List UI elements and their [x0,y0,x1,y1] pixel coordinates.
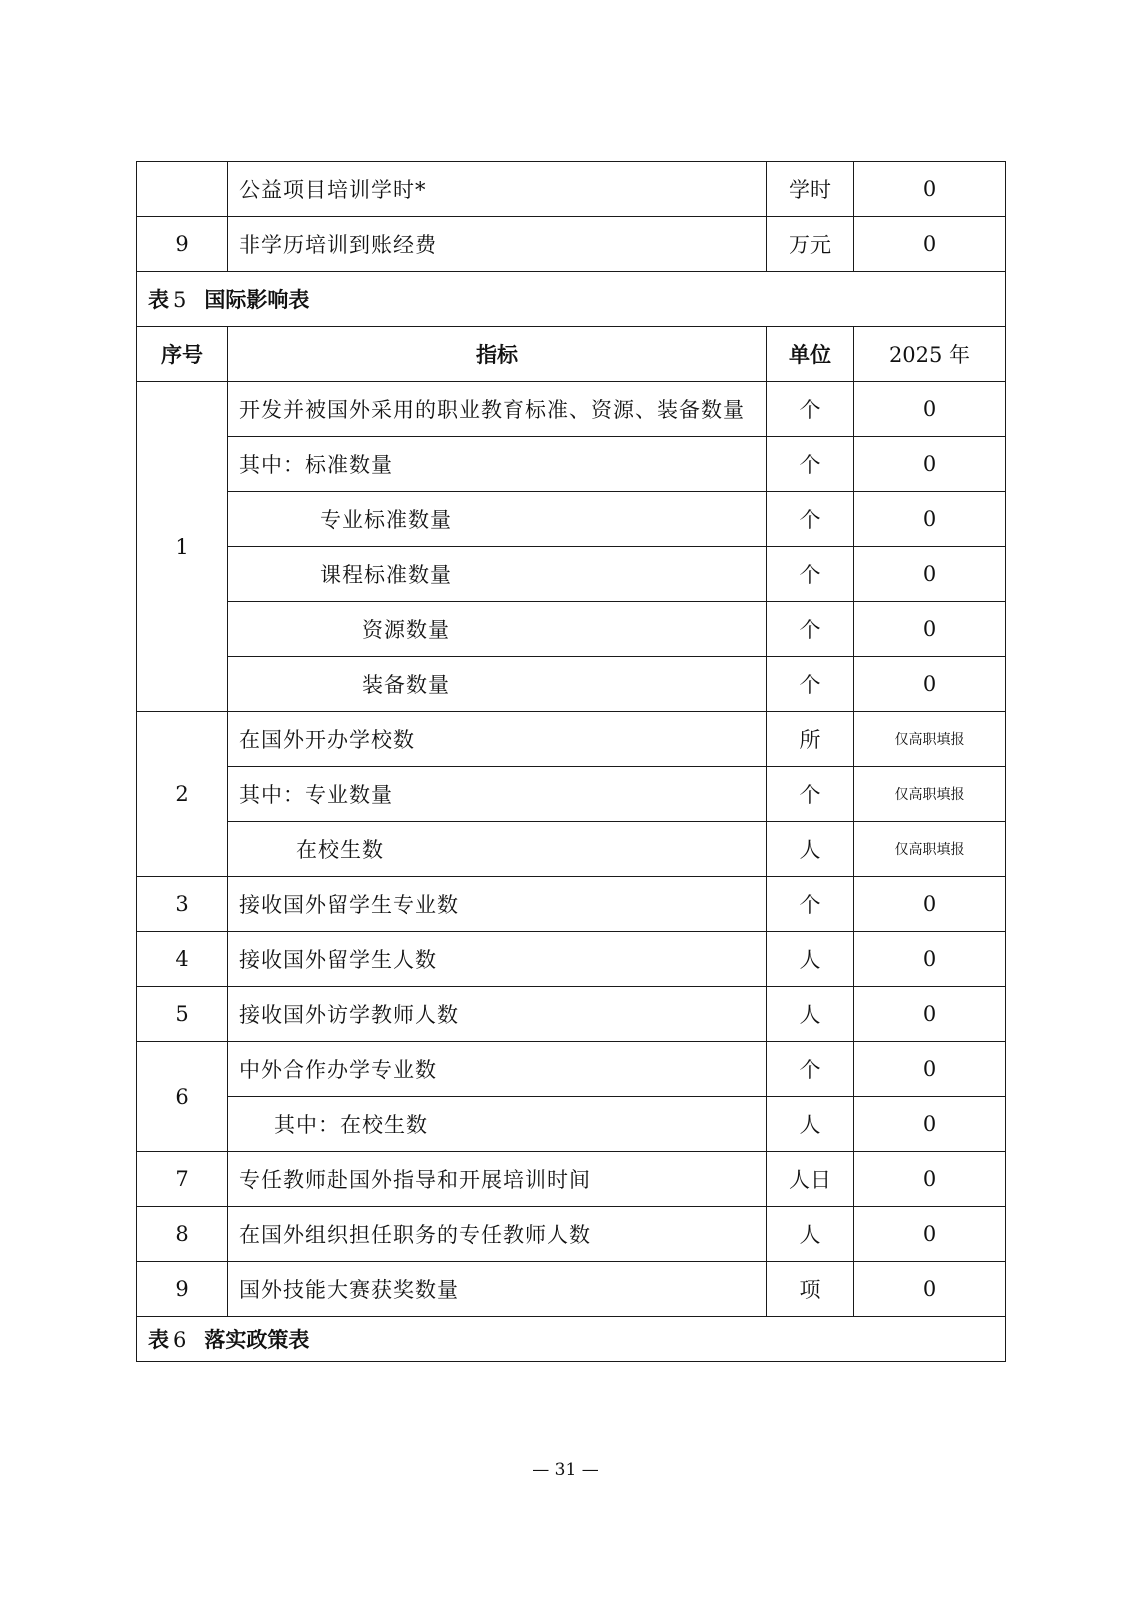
section-title-row [137,272,1006,327]
row-indicator: 课程标准数量 [228,547,767,602]
row-number: 8 [137,1207,228,1262]
row-indicator: 公益项目培训学时* [228,162,767,217]
row-number [137,162,228,217]
row-value: 0 [854,382,1006,437]
table-row [137,1262,1006,1317]
header-year: 2025 年 [854,327,1006,382]
section-title-row [137,1317,1006,1362]
table-row [137,1152,1006,1207]
table-row [137,1042,1006,1097]
row-unit: 个 [767,602,854,657]
row-unit: 万元 [767,217,854,272]
row-indicator: 其中：专业数量 [228,767,767,822]
row-indicator: 在国外组织担任职务的专任教师人数 [228,1207,767,1262]
row-value: 仅高职填报 [854,767,1006,822]
table6-label: 表 [148,1327,169,1352]
row-unit: 人日 [767,1152,854,1207]
table-row [137,547,1006,602]
row-indicator: 资源数量 [228,602,767,657]
table-row [137,1207,1006,1262]
row-indicator: 接收国外访学教师人数 [228,987,767,1042]
row-indicator: 专业标准数量 [228,492,767,547]
table-row [137,382,1006,437]
row-number: 7 [137,1152,228,1207]
row-value: 0 [854,492,1006,547]
row-value: 0 [854,877,1006,932]
table-row [137,822,1006,877]
table6-number: 6 [173,1328,187,1352]
table-row [137,1097,1006,1152]
table5-title [137,272,1006,327]
row-number: 5 [137,987,228,1042]
row-number: 6 [137,1042,228,1152]
row-unit: 个 [767,657,854,712]
row-unit: 学时 [767,162,854,217]
row-indicator: 接收国外留学生专业数 [228,877,767,932]
header-indicator: 指标 [228,327,767,382]
row-number: 3 [137,877,228,932]
row-unit: 人 [767,932,854,987]
row-value: 0 [854,217,1006,272]
row-value: 仅高职填报 [854,822,1006,877]
row-indicator: 在国外开办学校数 [228,712,767,767]
header-seq: 序号 [137,327,228,382]
table5-number: 5 [173,288,187,312]
row-value: 0 [854,437,1006,492]
table-row [137,657,1006,712]
row-number: 1 [137,382,228,712]
row-indicator: 专任教师赴国外指导和开展培训时间 [228,1152,767,1207]
row-value: 0 [854,657,1006,712]
row-value: 0 [854,547,1006,602]
row-value: 0 [854,932,1006,987]
row-unit: 个 [767,492,854,547]
table-row [137,437,1006,492]
row-indicator: 中外合作办学专业数 [228,1042,767,1097]
row-unit: 个 [767,382,854,437]
row-unit: 个 [767,877,854,932]
row-number: 9 [137,217,228,272]
row-unit: 人 [767,822,854,877]
table-row [137,877,1006,932]
row-value: 仅高职填报 [854,712,1006,767]
row-indicator: 国外技能大赛获奖数量 [228,1262,767,1317]
row-indicator: 其中：标准数量 [228,437,767,492]
row-unit: 所 [767,712,854,767]
header-unit: 单位 [767,327,854,382]
table5-name: 国际影响表 [204,287,310,312]
table-row [137,767,1006,822]
row-unit: 人 [767,1097,854,1152]
table-row [137,602,1006,657]
row-unit: 人 [767,1207,854,1262]
table6-name: 落实政策表 [204,1327,310,1352]
table5-label: 表 [148,287,169,312]
row-indicator: 非学历培训到账经费 [228,217,767,272]
row-unit: 个 [767,547,854,602]
row-unit: 项 [767,1262,854,1317]
row-number: 4 [137,932,228,987]
row-unit: 个 [767,437,854,492]
row-unit: 个 [767,1042,854,1097]
row-unit: 个 [767,767,854,822]
row-value: 0 [854,162,1006,217]
table-row [137,217,1006,272]
row-value: 0 [854,987,1006,1042]
row-number: 2 [137,712,228,877]
table-row [137,932,1006,987]
row-value: 0 [854,1207,1006,1262]
row-indicator: 装备数量 [228,657,767,712]
data-table [136,161,1006,1362]
row-value: 0 [854,602,1006,657]
table-row [137,987,1006,1042]
table6-title [137,1317,1006,1362]
row-value: 0 [854,1262,1006,1317]
table-row [137,492,1006,547]
row-indicator: 接收国外留学生人数 [228,932,767,987]
row-indicator: 在校生数 [228,822,767,877]
header-row [137,327,1006,382]
row-number: 9 [137,1262,228,1317]
row-value: 0 [854,1152,1006,1207]
row-value: 0 [854,1042,1006,1097]
row-indicator: 其中：在校生数 [228,1097,767,1152]
row-indicator: 开发并被国外采用的职业教育标准、资源、装备数量 [228,382,767,437]
table-row [137,162,1006,217]
row-unit: 人 [767,987,854,1042]
row-value: 0 [854,1097,1006,1152]
table-row [137,712,1006,767]
page-number: — 31 — [532,1460,599,1480]
